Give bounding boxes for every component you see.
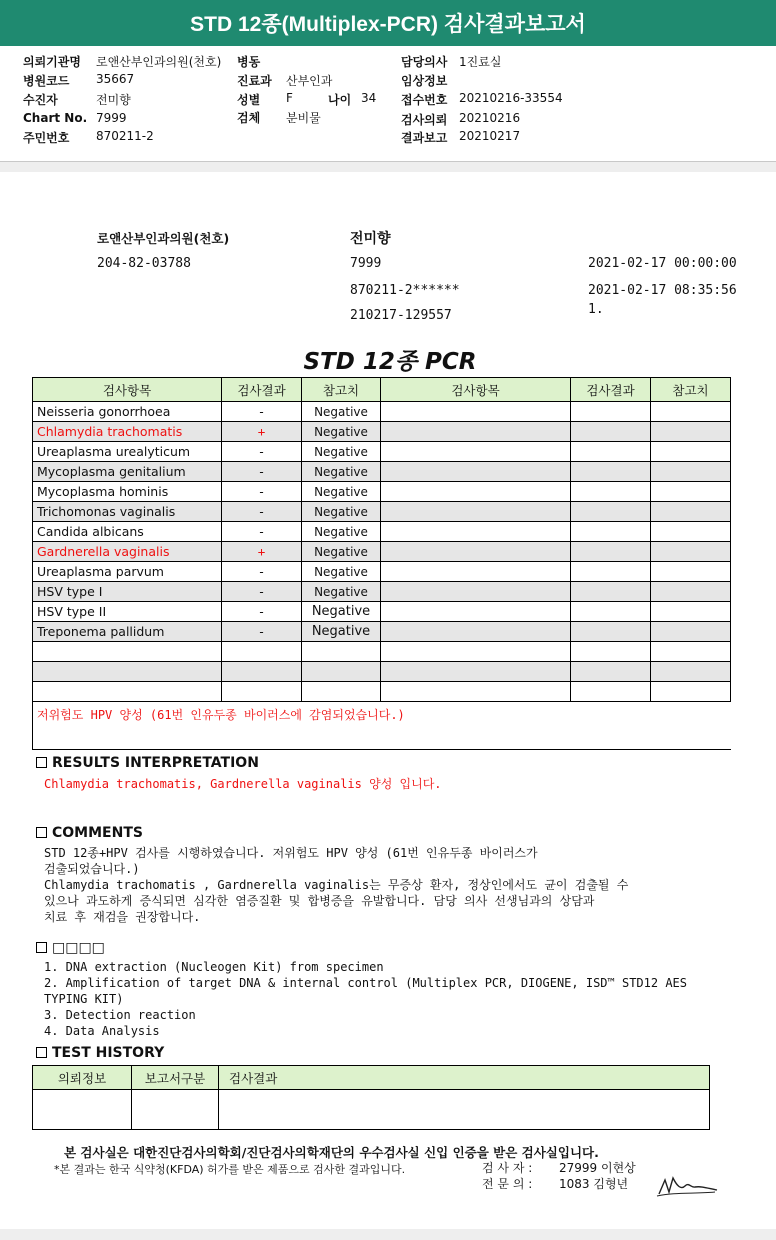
footer-strip [0, 1229, 776, 1240]
comment-line: Chlamydia trachomatis , Gardnerella vaginalis는 무증상 환자, 정상인에서도 균이 검출될 수 [44, 878, 629, 892]
test-result: - [222, 582, 302, 602]
checkbox-square-icon [36, 942, 47, 953]
clinical-label: 임상정보 [401, 74, 448, 88]
hospital-code-label: 병원코드 [23, 74, 70, 88]
patient-label: 수진자 [23, 93, 58, 107]
comments-heading: COMMENTS [36, 825, 143, 841]
report-header-title: STD 12종(Multiplex-PCR) 검사결과보고서 [190, 13, 586, 36]
test-result: - [222, 442, 302, 462]
history-header-report-type: 보고서구분 [132, 1066, 219, 1090]
ward-label: 병동 [237, 55, 261, 69]
comment-line: 있으나 과도하게 증식되면 심각한 염증질환 및 합병증을 유발합니다. 담당 의사 선생님과의 상담과 [44, 894, 595, 908]
test-name: HSV type I [33, 582, 222, 602]
comment-line: STD 12종+HPV 검사를 시행하였습니다. 저위험도 HPV 양성 (61번 인유두종 바이러스가 [44, 846, 538, 860]
specimen-value: 분비물 [286, 111, 321, 125]
result-row-chlamydia [33, 422, 731, 442]
report-title: STD 12종 PCR [303, 349, 477, 375]
header-result: 검사결과 [222, 378, 302, 402]
test-result: - [222, 462, 302, 482]
hpv-note-row [33, 702, 731, 750]
specialist-value: 1083 김형년 [559, 1177, 629, 1191]
method-line: 3. Detection reaction [44, 1008, 196, 1022]
test-result: - [222, 522, 302, 542]
test-reference: Negative [302, 602, 381, 622]
result-row-ureaplasma-urealyticum [33, 442, 731, 462]
header-test-item: 검사항목 [33, 378, 222, 402]
hospital-code-value: 35667 [96, 72, 135, 86]
patient-name: 전미향 [350, 231, 391, 247]
date-2: 2021-02-17 08:35:56 [588, 283, 737, 298]
history-heading: TEST HISTORY [36, 1045, 164, 1061]
header-reference-2: 참고치 [651, 378, 731, 402]
receipt-label: 접수번호 [401, 93, 448, 107]
institution-value: 로앤산부인과의원(천호) [96, 55, 222, 69]
test-name: Ureaplasma urealyticum [33, 442, 222, 462]
test-reference: Negative [302, 522, 381, 542]
test-reference: Negative [302, 582, 381, 602]
test-result: - [222, 402, 302, 422]
test-name: HSV type II [33, 602, 222, 622]
header-divider-strip [0, 162, 776, 172]
interpretation-text: Chlamydia trachomatis, Gardnerella vaginalis 양성 입니다. [44, 777, 442, 791]
test-result: - [222, 562, 302, 582]
clinic-name: 로앤산부인과의원(천호) [97, 231, 230, 246]
request-label: 검사의뢰 [401, 113, 448, 127]
test-name: Candida albicans [33, 522, 222, 542]
method-line: 2. Amplification of target DNA & internal control (Multiplex PCR, DIOGENE, ISD™ STD12 AES [44, 976, 687, 990]
sex-value: F [286, 91, 293, 105]
test-name: Trichomonas vaginalis [33, 502, 222, 522]
report-label: 결과보고 [401, 131, 448, 145]
result-row-hsv-1 [33, 582, 731, 602]
report-title-bar [0, 0, 776, 46]
rrn-masked: 870211-2****** [350, 283, 460, 298]
empty-row [33, 682, 731, 702]
test-result: - [222, 602, 302, 622]
test-result: + [222, 422, 302, 442]
test-reference: Negative [302, 542, 381, 562]
chart-no: 7999 [350, 256, 382, 271]
result-row-neisseria [33, 402, 731, 422]
report-value: 20210217 [459, 129, 521, 143]
specialist-label: 전 문 의 : [482, 1177, 533, 1191]
test-reference: Negative [302, 622, 381, 642]
method-text [44, 959, 687, 1039]
test-name: Ureaplasma parvum [33, 562, 222, 582]
comments-text [44, 845, 628, 925]
result-row-hsv-2 [33, 602, 731, 622]
result-row-gardnerella [33, 542, 731, 562]
header-reference: 참고치 [302, 378, 381, 402]
comment-line: 치료 후 재검을 권장합니다. [44, 910, 201, 924]
receipt-value: 20210216-33554 [459, 91, 563, 105]
dept-label: 진료과 [237, 74, 272, 88]
result-row-mycoplasma-hominis [33, 482, 731, 502]
method-heading: □□□□ [36, 940, 105, 956]
history-header-result: 검사결과 [219, 1066, 710, 1090]
history-header-request: 의뢰정보 [33, 1066, 132, 1090]
chart-label: Chart No. [23, 111, 88, 125]
interpretation-heading: RESULTS INTERPRETATION [36, 755, 259, 771]
empty-row [33, 662, 731, 682]
test-name: Neisseria gonorrhoea [33, 402, 222, 422]
test-name: Mycoplasma hominis [33, 482, 222, 502]
header-result-2: 검사결과 [571, 378, 651, 402]
request-value: 20210216 [459, 111, 521, 125]
history-header-row [33, 1066, 710, 1090]
test-history-table [32, 1065, 710, 1130]
method-line: 1. DNA extraction (Nucleogen Kit) from specimen [44, 960, 384, 974]
clinic-reg-no: 204-82-03788 [97, 256, 191, 271]
test-reference: Negative [302, 482, 381, 502]
test-reference: Negative [302, 562, 381, 582]
test-result: - [222, 502, 302, 522]
test-reference: Negative [302, 402, 381, 422]
patient-value: 전미향 [96, 93, 131, 107]
age-label: 나이 [328, 93, 352, 107]
result-row-mycoplasma-genitalium [33, 462, 731, 482]
tester-value: 27999 이현상 [559, 1161, 636, 1175]
empty-row [33, 642, 731, 662]
results-table [32, 377, 731, 750]
sex-label: 성별 [237, 93, 261, 107]
test-reference: Negative [302, 442, 381, 462]
test-name: Treponema pallidum [33, 622, 222, 642]
result-row-treponema [33, 622, 731, 642]
test-reference: Negative [302, 422, 381, 442]
header-test-item-2: 검사항목 [381, 378, 571, 402]
chart-value: 7999 [96, 111, 127, 125]
kfda-notice: *본 결과는 한국 식약청(KFDA) 허가를 받은 제품으로 검사한 결과입니다. [54, 1163, 406, 1176]
hpv-note: 저위험도 HPV 양성 (61번 인유두종 바이러스에 감염되었습니다.) [33, 702, 731, 750]
page-number: 1. [588, 302, 604, 317]
checkbox-square-icon [36, 757, 47, 768]
test-result: - [222, 622, 302, 642]
header-info [0, 46, 776, 162]
doctor-value: 1진료실 [459, 55, 502, 69]
dept-value: 산부인과 [286, 74, 333, 88]
test-result: - [222, 482, 302, 502]
test-name: Mycoplasma genitalium [33, 462, 222, 482]
history-empty-row [33, 1090, 710, 1130]
certification-text: 본 검사실은 대한진단검사의학회/진단검사의학재단의 우수검사실 신입 인증을 받은 검사실입니다. [64, 1145, 599, 1160]
checkbox-square-icon [36, 1047, 47, 1058]
result-row-ureaplasma-parvum [33, 562, 731, 582]
specialist-signature [655, 1170, 721, 1200]
result-row-candida [33, 522, 731, 542]
method-line: 4. Data Analysis [44, 1024, 160, 1038]
checkbox-square-icon [36, 827, 47, 838]
test-name: Chlamydia trachomatis [33, 422, 222, 442]
test-reference: Negative [302, 462, 381, 482]
receipt-no: 210217-129557 [350, 308, 452, 323]
rrn-label: 주민번호 [23, 131, 70, 145]
test-result: + [222, 542, 302, 562]
rrn-value: 870211-2 [96, 129, 154, 143]
age-value: 34 [361, 91, 377, 105]
method-line: TYPING KIT) [44, 992, 124, 1006]
results-header-row [33, 378, 731, 402]
test-reference: Negative [302, 502, 381, 522]
institution-label: 의뢰기관명 [23, 55, 81, 69]
test-name: Gardnerella vaginalis [33, 542, 222, 562]
result-row-trichomonas [33, 502, 731, 522]
specimen-label: 검체 [237, 111, 261, 125]
doctor-label: 담당의사 [401, 55, 448, 69]
tester-label: 검 사 자 : [482, 1161, 533, 1175]
date-1: 2021-02-17 00:00:00 [588, 256, 737, 271]
comment-line: 검출되었습니다.) [44, 862, 140, 876]
